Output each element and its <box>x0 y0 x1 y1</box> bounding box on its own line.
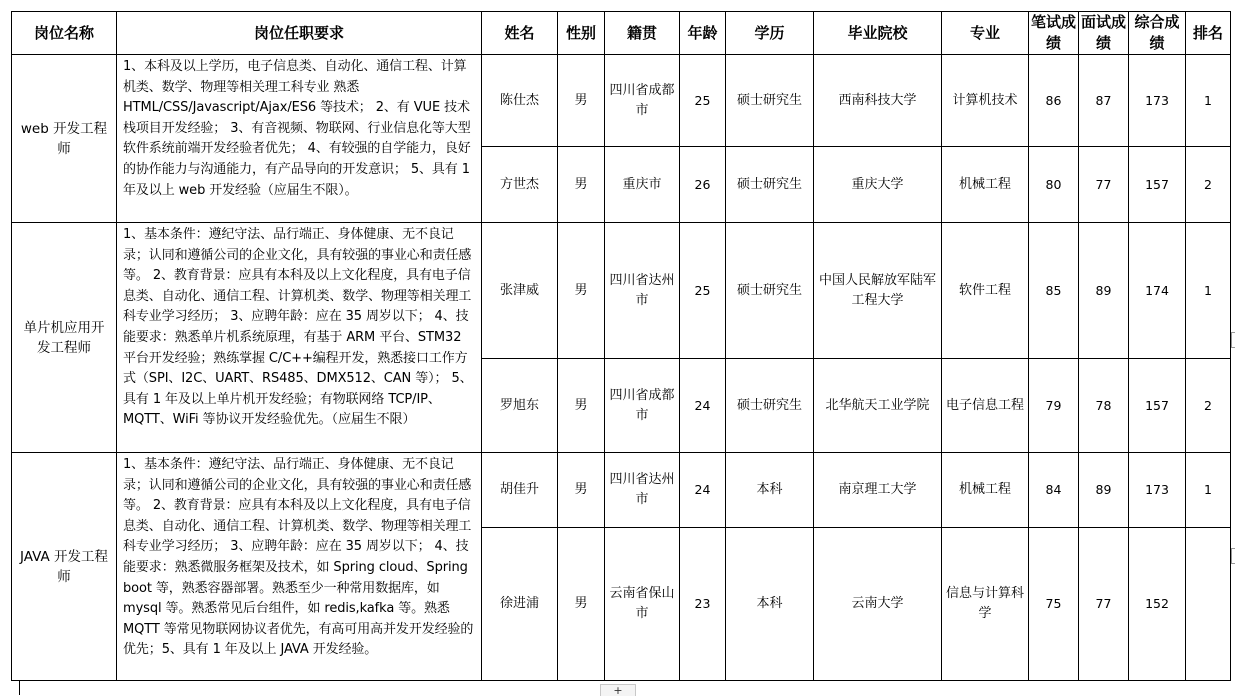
written-score-cell: 79 <box>1029 359 1079 453</box>
header-cell: 学历 <box>726 12 814 55</box>
interview-score-cell: 77 <box>1079 147 1129 223</box>
total-score-cell: 174 <box>1129 223 1186 359</box>
origin-cell: 云南省保山市 <box>605 528 680 681</box>
total-score-cell: 152 <box>1129 528 1186 681</box>
school-cell: 南京理工大学 <box>814 453 942 528</box>
origin-cell: 四川省成都市 <box>605 55 680 147</box>
interview-score-cell: 89 <box>1079 223 1129 359</box>
name-cell: 徐进浦 <box>482 528 558 681</box>
rank-cell: 2 <box>1186 147 1231 223</box>
table-resize-handle[interactable] <box>1231 548 1235 564</box>
school-cell: 中国人民解放军陆军工程大学 <box>814 223 942 359</box>
header-cell: 毕业院校 <box>814 12 942 55</box>
school-cell: 云南大学 <box>814 528 942 681</box>
written-score-cell: 84 <box>1029 453 1079 528</box>
header-cell: 籍贯 <box>605 12 680 55</box>
rank-cell <box>1186 528 1231 681</box>
header-cell: 综合成绩 <box>1129 12 1186 55</box>
requirements-cell: 1、基本条件：遵纪守法、品行端正、身体健康、无不良记录；认同和遵循公司的企业文化，具有较强的事业心和责任感等。 2、教育背景：应具有本科及以上文化程度，具有电子信息类、自动化、通信工程、计算机类、数学、物理等相关理工科专业学习经历； 3、应聘年龄：应在 35 周岁以下； 4、技能要求：熟悉微服务框架及技术，如 Spring cloud、Spring boot 等，熟悉容器部署。熟悉至少一种常用数据库，如 mysql 等。熟悉常见后台组件，如 redis,kafka 等。熟悉 MQTT 等常见物联网协议者优先，有高可用高并发开发经验的优先；5、具有 1 年及以上 JAVA 开发经验。 <box>117 453 482 681</box>
name-cell: 方世杰 <box>482 147 558 223</box>
origin-cell: 四川省达州市 <box>605 453 680 528</box>
table-resize-handle[interactable] <box>1231 332 1235 348</box>
rank-cell: 1 <box>1186 55 1231 147</box>
school-cell: 北华航天工业学院 <box>814 359 942 453</box>
position-name-cell: 单片机应用开发工程师 <box>12 223 117 453</box>
age-cell: 26 <box>680 147 726 223</box>
interview-score-cell: 78 <box>1079 359 1129 453</box>
education-cell: 本科 <box>726 453 814 528</box>
header-row <box>12 12 1231 55</box>
recruitment-table <box>11 11 1231 681</box>
position-name-cell: JAVA 开发工程师 <box>12 453 117 681</box>
major-cell: 计算机技术 <box>942 55 1029 147</box>
requirements-cell: 1、本科及以上学历，电子信息类、自动化、通信工程、计算机类、数学、物理等相关理工科专业 熟悉 HTML/CSS/Javascript/Ajax/ES6 等技术； 2、有 VUE 技术栈项目开发经验； 3、有音视频、物联网、行业信息化等大型软件系统前端开发经验者优先； 4、有较强的自学能力，良好的协作能力与沟通能力，有产品导向的开发意识； 5、具有 1 年及以上 web 开发经验（应届生不限）。 <box>117 55 482 223</box>
school-cell: 重庆大学 <box>814 147 942 223</box>
interview-score-cell: 89 <box>1079 453 1129 528</box>
education-cell: 硕士研究生 <box>726 359 814 453</box>
add-row-button[interactable]: + <box>600 684 636 696</box>
total-score-cell: 173 <box>1129 453 1186 528</box>
recruitment-table-page <box>11 11 1231 681</box>
total-score-cell: 157 <box>1129 359 1186 453</box>
header-cell: 专业 <box>942 12 1029 55</box>
age-cell: 25 <box>680 55 726 147</box>
major-cell: 软件工程 <box>942 223 1029 359</box>
header-cell: 排名 <box>1186 12 1231 55</box>
major-cell: 机械工程 <box>942 453 1029 528</box>
origin-cell: 重庆市 <box>605 147 680 223</box>
interview-score-cell: 77 <box>1079 528 1129 681</box>
origin-cell: 四川省达州市 <box>605 223 680 359</box>
total-score-cell: 173 <box>1129 55 1186 147</box>
major-cell: 机械工程 <box>942 147 1029 223</box>
interview-score-cell: 87 <box>1079 55 1129 147</box>
gender-cell: 男 <box>558 359 605 453</box>
header-cell: 笔试成绩 <box>1029 12 1079 55</box>
name-cell: 罗旭东 <box>482 359 558 453</box>
name-cell: 陈仕杰 <box>482 55 558 147</box>
header-cell: 年龄 <box>680 12 726 55</box>
position-name-cell: web 开发工程师 <box>12 55 117 223</box>
table-row <box>12 223 1231 359</box>
written-score-cell: 75 <box>1029 528 1079 681</box>
age-cell: 23 <box>680 528 726 681</box>
origin-cell: 四川省成都市 <box>605 359 680 453</box>
education-cell: 本科 <box>726 528 814 681</box>
header-cell: 面试成绩 <box>1079 12 1129 55</box>
major-cell: 信息与计算科学 <box>942 528 1029 681</box>
major-cell: 电子信息工程 <box>942 359 1029 453</box>
table-row <box>12 453 1231 528</box>
gender-cell: 男 <box>558 453 605 528</box>
requirements-cell: 1、基本条件：遵纪守法、品行端正、身体健康、无不良记录；认同和遵循公司的企业文化，具有较强的事业心和责任感等。 2、教育背景：应具有本科及以上文化程度，具有电子信息类、自动化、通信工程、计算机类、数学、物理等相关理工科专业学习经历； 3、应聘年龄：应在 35 周岁以下； 4、技能要求：熟悉单片机系统原理，有基于 ARM 平台、STM32 平台开发经验；熟练掌握 C/C++编程开发，熟悉接口工作方式（SPI、I2C、UART、RS485、DMX512、CAN 等）； 5、具有 1 年及以上单片机开发经验；有物联网络 TCP/IP、MQTT、WiFi 等协议开发经验优先。（应届生不限） <box>117 223 482 453</box>
total-score-cell: 157 <box>1129 147 1186 223</box>
header-cell: 岗位任职要求 <box>117 12 482 55</box>
header-cell: 姓名 <box>482 12 558 55</box>
table-row <box>12 55 1231 147</box>
school-cell: 西南科技大学 <box>814 55 942 147</box>
age-cell: 25 <box>680 223 726 359</box>
gender-cell: 男 <box>558 147 605 223</box>
rank-cell: 1 <box>1186 453 1231 528</box>
header-cell: 性别 <box>558 12 605 55</box>
name-cell: 张津威 <box>482 223 558 359</box>
education-cell: 硕士研究生 <box>726 55 814 147</box>
rank-cell: 1 <box>1186 223 1231 359</box>
written-score-cell: 85 <box>1029 223 1079 359</box>
rank-cell: 2 <box>1186 359 1231 453</box>
age-cell: 24 <box>680 453 726 528</box>
text-cursor-line <box>19 680 20 695</box>
gender-cell: 男 <box>558 55 605 147</box>
gender-cell: 男 <box>558 528 605 681</box>
header-cell: 岗位名称 <box>12 12 117 55</box>
education-cell: 硕士研究生 <box>726 223 814 359</box>
age-cell: 24 <box>680 359 726 453</box>
written-score-cell: 80 <box>1029 147 1079 223</box>
written-score-cell: 86 <box>1029 55 1079 147</box>
gender-cell: 男 <box>558 223 605 359</box>
education-cell: 硕士研究生 <box>726 147 814 223</box>
name-cell: 胡佳升 <box>482 453 558 528</box>
